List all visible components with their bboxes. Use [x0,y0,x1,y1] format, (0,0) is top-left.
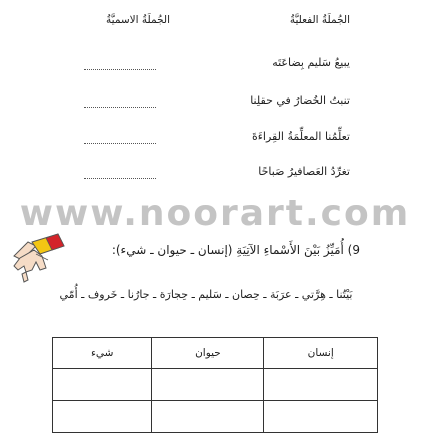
sentence-1: يبيعُ سَليم بِضاعَتَه [272,56,350,69]
table-cell[interactable] [264,401,378,433]
table-row [53,369,378,401]
table-cell[interactable] [152,401,264,433]
table-cell[interactable] [53,369,152,401]
table-row [53,401,378,433]
header-thing: شيء [53,338,152,369]
watermark: www.noorart.com [19,193,411,234]
answer-line-3[interactable] [84,143,156,144]
verbal-sentence-header: الجُملَةُ الفعليَّةُ [289,14,350,26]
sentence-4: تغرِّدُ العَصافيرُ صَباحًا [258,165,350,178]
word-list: بَيْتُنا ـ هِرَّتي ـ عرَبَة ـ حِصان ـ سَليم ـ حِجارَة ـ جارُنا ـ خَروف ـ أُمّي [59,288,353,301]
nominal-sentence-header: الجُملَةُ الاسميَّةُ [106,14,170,26]
table-cell[interactable] [264,369,378,401]
answer-line-2[interactable] [84,107,156,108]
answer-line-4[interactable] [84,178,156,179]
header-human: إنسان [264,338,378,369]
pointing-hand-icon [6,226,74,284]
table-cell[interactable] [53,401,152,433]
table-header-row [53,338,378,369]
exercise-9-instruction: 9) أُمَيِّزُ بَيْنَ الأَسْماءِ الآتِيَةِ (إنسان ـ حيوان ـ شيء): [111,243,360,257]
header-animal: حيوان [152,338,264,369]
sentence-3: تعلِّمُنا المعلِّمَةُ القِراءَةَ [251,130,350,143]
table-cell[interactable] [152,369,264,401]
sentence-2: تنبتُ الخُضارُ في حقلِنا [250,94,350,107]
answer-line-1[interactable] [84,69,156,70]
classification-table [52,337,378,433]
